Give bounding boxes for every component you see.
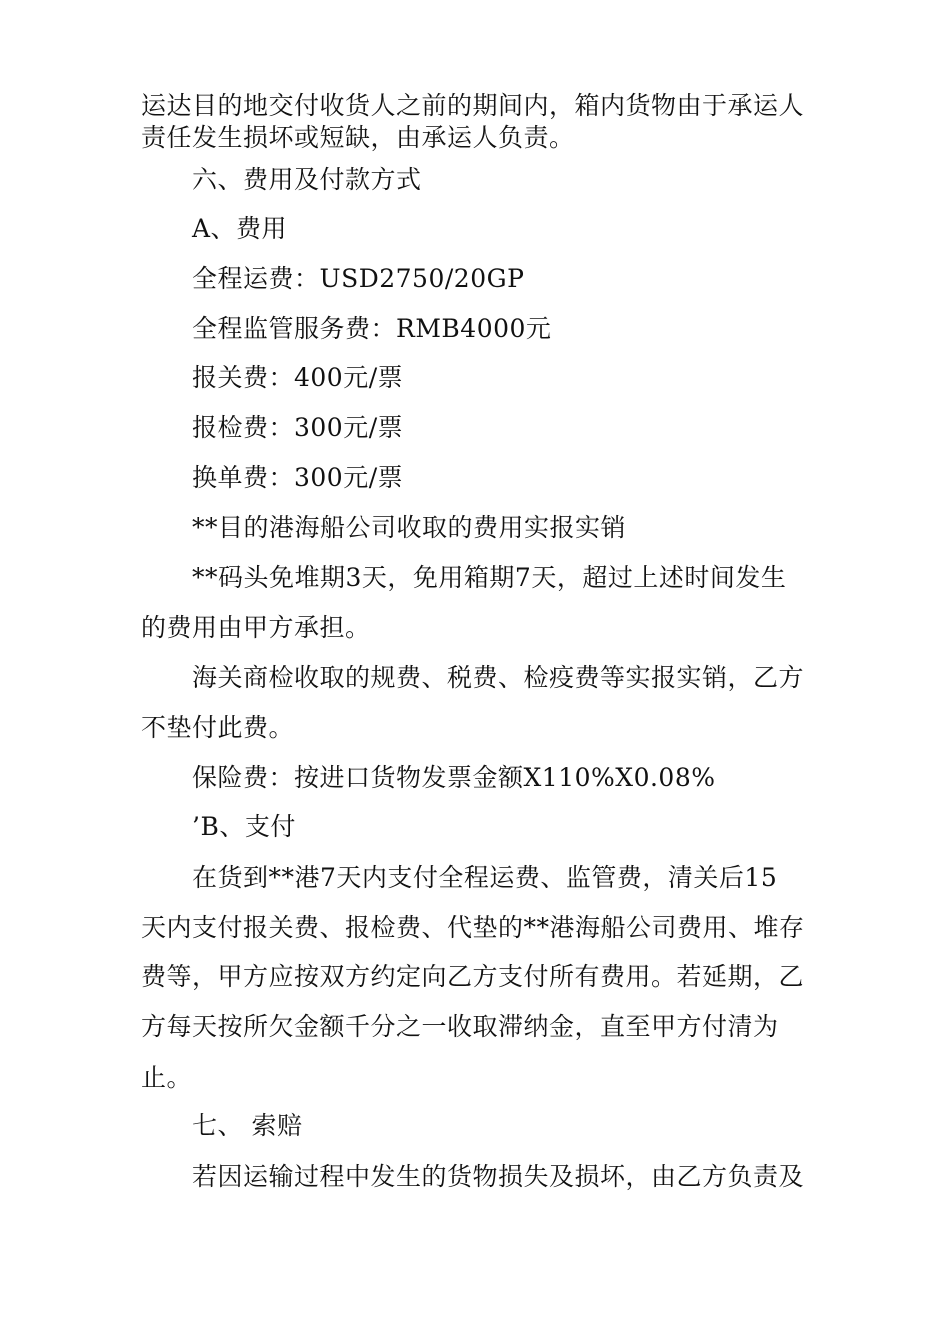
note-line: **目的港海船公司收取的费用实报实销 (192, 513, 627, 542)
paragraph-line: 在货到**港7天内支付全程运费、监管费，清关后15 (192, 863, 778, 892)
fee-item: 报关费：400元/票 (192, 363, 404, 392)
subsection-heading: A、费用 (192, 214, 288, 243)
paragraph-line: 海关商检收取的规费、税费、检疫费等实报实销，乙方 (192, 663, 805, 692)
fee-item: 保险费：按进口货物发票金额X110%X0.08% (192, 763, 716, 792)
fee-item: 换单费：300元/票 (192, 463, 404, 492)
section-heading: 七、 索赔 (192, 1111, 303, 1140)
paragraph-line: 方每天按所欠金额千分之一收取滞纳金，直至甲方付清为 (141, 1012, 779, 1041)
paragraph-line: 的费用由甲方承担。 (141, 613, 371, 642)
paragraph-line: 费等，甲方应按双方约定向乙方支付所有费用。若延期，乙 (141, 962, 805, 991)
fee-item: 全程监管服务费：RMB4000元 (192, 314, 552, 343)
note-line: **码头免堆期3天，免用箱期7天，超过上述时间发生 (192, 563, 787, 592)
paragraph-line: 责任发生损坏或短缺，由承运人负责。 (141, 123, 575, 152)
paragraph-line: 天内支付报关费、报检费、代垫的**港海船公司费用、堆存 (141, 913, 805, 942)
fee-item: 报检费：300元/票 (192, 413, 404, 442)
subsection-heading: ’B、支付 (192, 812, 296, 841)
paragraph-line: 运达目的地交付收货人之前的期间内，箱内货物由于承运人 (141, 91, 805, 120)
fee-item: 全程运费：USD2750/20GP (192, 264, 525, 293)
paragraph-line: 不垫付此费。 (141, 713, 295, 742)
paragraph-line: 止。 (141, 1063, 193, 1092)
paragraph-line: 若因运输过程中发生的货物损失及损坏，由乙方负责及 (192, 1162, 805, 1191)
section-heading: 六、费用及付款方式 (192, 165, 422, 194)
